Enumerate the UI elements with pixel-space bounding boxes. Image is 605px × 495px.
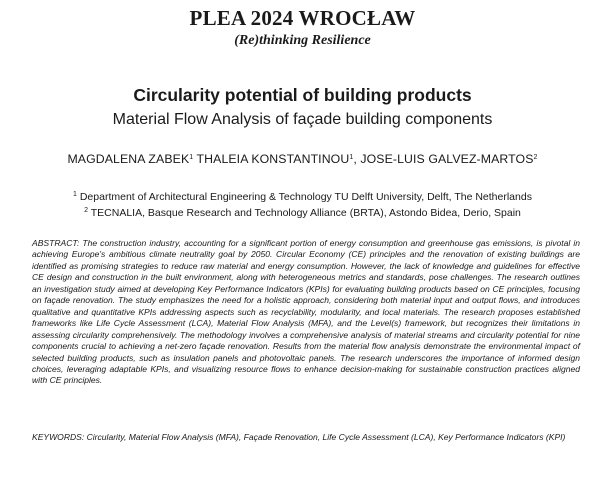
conference-name: PLEA 2024 WROCŁAW	[189, 6, 416, 30]
affiliation	[0, 191, 605, 203]
author-name: JOSE-LUIS GALVEZ-MARTOS	[360, 152, 534, 166]
author-affiliation-mark: 1	[349, 154, 354, 161]
author-name: THALEIA KONSTANTINOU	[196, 152, 350, 166]
affiliation-mark: 1	[73, 191, 77, 198]
affiliation-mark: 2	[84, 207, 88, 214]
affiliation	[0, 207, 605, 219]
paper-title: Circularity potential of building products	[133, 85, 472, 105]
paper-subtitle: Material Flow Analysis of façade building components	[112, 111, 493, 128]
affiliation-text: Department of Architectural Engineering & Technology TU Delft University, Delft, The Netherlands	[79, 191, 532, 203]
author-name: MAGDALENA ZABEK	[67, 152, 190, 166]
author-affiliation-mark: 2	[533, 154, 538, 161]
abstract: ABSTRACT: The construction industry, accounting for a significant portion of energy consumption and greenhouse gas emissions, is pivotal in achieving Europe's ambitious climate neutrality goal by 2050. Circular Economy (CE) principles and the renovation of existing buildings are identified as promising strategies to reduce raw material and energy consumption. However, the lack of knowledge and guidelines for effective CE design and construction in the built environment, along with heterogeneous metrics and standards, pose challenges. The research outlines an investigation study aimed at developing Key Performance Indicators (KPIs) for evaluating building products based on CE principles, focusing on façade renovation. The study emphasizes the need for a holistic approach, considering both material input and output flows, and introduces qualitative and quantitative KPIs addressing aspects such as recyclability, modularity, and local materials. The research proposes established frameworks like Life Cycle Assessment (LCA), Material Flow Analysis (MFA), and the Level(s) framework, but recognizes their limitations in assessing circularity comprehensively. The methodology involves a comprehensive analysis of material streams and circularity potential for nine components crucial to achieving a net-zero façade renovation. Results from the material flow analysis demonstrate the environmental impact of selected building products, such as insulation panels and photovoltaic panels. The research underscores the importance of informed design choices, leveraging adaptable KPIs, and visualizing resource flows to enhance decision-making for sustainable construction practices aligned with CE principles.	[32, 238, 580, 386]
author-list: MAGDALENA ZABEK$^1$ THALEIA KONSTANTINOU$^1$, JOSE-LUIS GALVEZ-MARTOS$^2$	[67, 152, 538, 166]
author-affiliation-mark: 1	[189, 154, 194, 161]
conference-theme: (Re)thinking Resilience	[234, 33, 371, 48]
keywords: KEYWORDS: Circularity, Material Flow Analysis (MFA), Façade Renovation, Life Cycle Assessment (LCA), Key Performance Indicators (KPI)	[32, 432, 566, 442]
affiliation-text: TECNALIA, Basque Research and Technology Alliance (BRTA), Astondo Bidea, Derio, Spain	[90, 207, 521, 219]
